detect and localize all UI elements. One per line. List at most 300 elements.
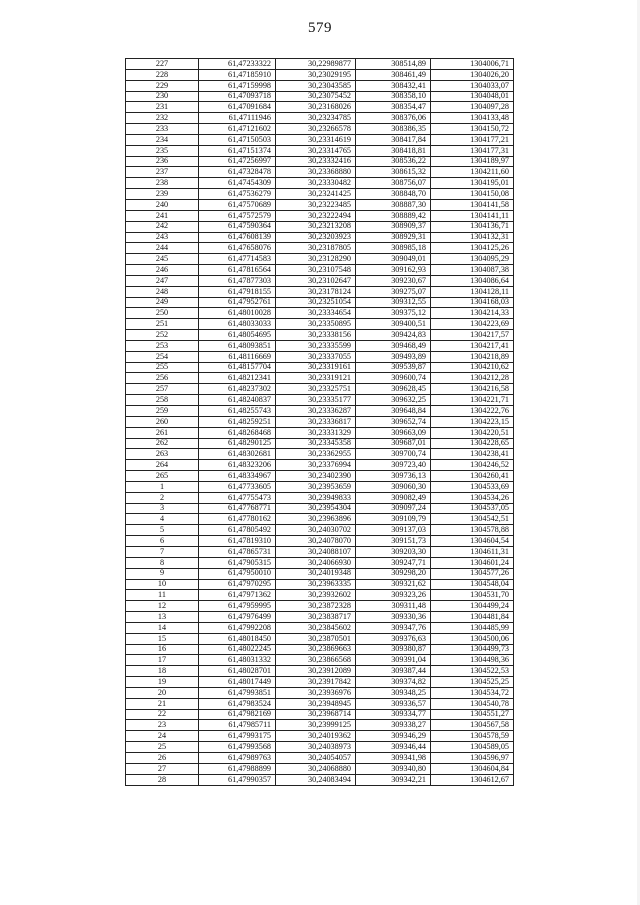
longitude-cell: 30,23178124 [276,286,356,297]
table-row [126,221,514,232]
longitude-cell: 30,23222494 [276,210,356,221]
x-coordinate-cell: 309312,55 [356,297,431,308]
x-coordinate-cell: 309628,45 [356,384,431,395]
longitude-cell: 30,23325751 [276,384,356,395]
x-coordinate-cell: 309539,87 [356,362,431,373]
y-coordinate-cell: 1304577,26 [431,568,514,579]
y-coordinate-cell: 1304525,25 [431,677,514,688]
x-coordinate-cell: 309230,67 [356,275,431,286]
x-coordinate-cell: 308432,41 [356,80,431,91]
point-number-cell: 256 [126,373,199,384]
point-number-cell: 263 [126,449,199,460]
latitude-cell: 61,48323206 [199,460,276,471]
table-row [126,763,514,774]
latitude-cell: 61,47111946 [199,113,276,124]
latitude-cell: 61,47093718 [199,91,276,102]
x-coordinate-cell: 309275,07 [356,286,431,297]
latitude-cell: 61,48010028 [199,308,276,319]
x-coordinate-cell: 308756,07 [356,178,431,189]
longitude-cell: 30,24066930 [276,557,356,568]
y-coordinate-cell: 1304217,57 [431,330,514,341]
x-coordinate-cell: 308909,37 [356,221,431,232]
table-row [126,655,514,666]
x-coordinate-cell: 308418,81 [356,145,431,156]
longitude-cell: 30,23187805 [276,243,356,254]
point-number-cell: 231 [126,102,199,113]
latitude-cell: 61,47988899 [199,763,276,774]
point-number-cell: 14 [126,622,199,633]
table-row [126,265,514,276]
latitude-cell: 61,47983524 [199,698,276,709]
point-number-cell: 254 [126,351,199,362]
y-coordinate-cell: 1304534,72 [431,687,514,698]
x-coordinate-cell: 309468,49 [356,340,431,351]
x-coordinate-cell: 308417,84 [356,134,431,145]
longitude-cell: 30,23266578 [276,124,356,135]
longitude-cell: 30,23345358 [276,438,356,449]
table-row [126,666,514,677]
table-row [126,91,514,102]
point-number-cell: 12 [126,601,199,612]
table-row [126,351,514,362]
latitude-cell: 61,48028701 [199,666,276,677]
x-coordinate-cell: 309700,74 [356,449,431,460]
x-coordinate-cell: 308985,18 [356,243,431,254]
x-coordinate-cell: 308514,89 [356,59,431,70]
point-number-cell: 251 [126,319,199,330]
longitude-cell: 30,23335177 [276,395,356,406]
table-row [126,362,514,373]
longitude-cell: 30,23319121 [276,373,356,384]
y-coordinate-cell: 1304141,58 [431,199,514,210]
y-coordinate-cell: 1304218,89 [431,351,514,362]
latitude-cell: 61,48018450 [199,633,276,644]
point-number-cell: 3 [126,503,199,514]
y-coordinate-cell: 1304604,84 [431,763,514,774]
x-coordinate-cell: 309049,01 [356,254,431,265]
y-coordinate-cell: 1304499,73 [431,644,514,655]
table-row [126,427,514,438]
point-number-cell: 262 [126,438,199,449]
latitude-cell: 61,47982169 [199,709,276,720]
latitude-cell: 61,47454309 [199,178,276,189]
table-row [126,134,514,145]
longitude-cell: 30,24038973 [276,742,356,753]
table-row [126,438,514,449]
latitude-cell: 61,47985711 [199,720,276,731]
latitude-cell: 61,47328478 [199,167,276,178]
table-row [126,102,514,113]
y-coordinate-cell: 1304141,11 [431,210,514,221]
y-coordinate-cell: 1304125,26 [431,243,514,254]
x-coordinate-cell: 308354,47 [356,102,431,113]
point-number-cell: 228 [126,69,199,80]
x-coordinate-cell: 309162,93 [356,265,431,276]
point-number-cell: 236 [126,156,199,167]
latitude-cell: 61,48259251 [199,416,276,427]
x-coordinate-cell: 309632,25 [356,395,431,406]
point-number-cell: 23 [126,720,199,731]
y-coordinate-cell: 1304222,76 [431,406,514,417]
point-number-cell: 20 [126,687,199,698]
y-coordinate-cell: 1304087,38 [431,265,514,276]
y-coordinate-cell: 1304221,71 [431,395,514,406]
point-number-cell: 260 [126,416,199,427]
point-number-cell: 5 [126,525,199,536]
longitude-cell: 30,23314619 [276,134,356,145]
point-number-cell: 28 [126,774,199,785]
y-coordinate-cell: 1304133,48 [431,113,514,124]
y-coordinate-cell: 1304168,03 [431,297,514,308]
y-coordinate-cell: 1304260,41 [431,471,514,482]
point-number-cell: 232 [126,113,199,124]
y-coordinate-cell: 1304612,67 [431,774,514,785]
x-coordinate-cell: 308376,06 [356,113,431,124]
table-row [126,286,514,297]
y-coordinate-cell: 1304223,69 [431,319,514,330]
latitude-cell: 61,47905315 [199,557,276,568]
x-coordinate-cell: 309600,74 [356,373,431,384]
point-number-cell: 259 [126,406,199,417]
latitude-cell: 61,48302681 [199,449,276,460]
y-coordinate-cell: 1304551,27 [431,709,514,720]
y-coordinate-cell: 1304522,53 [431,666,514,677]
y-coordinate-cell: 1304531,70 [431,590,514,601]
latitude-cell: 61,47780162 [199,514,276,525]
longitude-cell: 30,24068880 [276,763,356,774]
x-coordinate-cell: 309374,82 [356,677,431,688]
point-number-cell: 16 [126,644,199,655]
x-coordinate-cell: 309338,27 [356,720,431,731]
table-row [126,525,514,536]
point-number-cell: 258 [126,395,199,406]
longitude-cell: 30,23335599 [276,340,356,351]
point-number-cell: 238 [126,178,199,189]
y-coordinate-cell: 1304195,01 [431,178,514,189]
x-coordinate-cell: 308461,49 [356,69,431,80]
x-coordinate-cell: 308929,31 [356,232,431,243]
table-row [126,481,514,492]
table-row [126,774,514,785]
page-number: 579 [308,20,332,36]
point-number-cell: 19 [126,677,199,688]
point-number-cell: 244 [126,243,199,254]
longitude-cell: 30,24054057 [276,753,356,764]
y-coordinate-cell: 1304048,01 [431,91,514,102]
point-number-cell: 264 [126,460,199,471]
x-coordinate-cell: 309346,29 [356,731,431,742]
table-row [126,622,514,633]
latitude-cell: 61,47151374 [199,145,276,156]
latitude-cell: 61,48255743 [199,406,276,417]
point-number-cell: 234 [126,134,199,145]
x-coordinate-cell: 309334,77 [356,709,431,720]
x-coordinate-cell: 309346,44 [356,742,431,753]
table-row [126,612,514,623]
latitude-cell: 61,47971362 [199,590,276,601]
point-number-cell: 245 [126,254,199,265]
point-number-cell: 261 [126,427,199,438]
latitude-cell: 61,47816564 [199,265,276,276]
x-coordinate-cell: 309341,98 [356,753,431,764]
x-coordinate-cell: 309391,04 [356,655,431,666]
y-coordinate-cell: 1304499,24 [431,601,514,612]
x-coordinate-cell: 309203,30 [356,546,431,557]
y-coordinate-cell: 1304189,97 [431,156,514,167]
table-row [126,340,514,351]
y-coordinate-cell: 1304485,99 [431,622,514,633]
x-coordinate-cell: 309387,44 [356,666,431,677]
table-row [126,644,514,655]
longitude-cell: 30,23936976 [276,687,356,698]
table-row [126,557,514,568]
point-number-cell: 257 [126,384,199,395]
longitude-cell: 30,23314765 [276,145,356,156]
point-number-cell: 15 [126,633,199,644]
point-number-cell: 265 [126,471,199,482]
y-coordinate-cell: 1304212,28 [431,373,514,384]
y-coordinate-cell: 1304214,33 [431,308,514,319]
latitude-cell: 61,47608139 [199,232,276,243]
longitude-cell: 30,23932602 [276,590,356,601]
table-row [126,514,514,525]
latitude-cell: 61,47959995 [199,601,276,612]
longitude-cell: 30,23331329 [276,427,356,438]
x-coordinate-cell: 309323,26 [356,590,431,601]
table-row [126,753,514,764]
y-coordinate-cell: 1304567,58 [431,720,514,731]
latitude-cell: 61,47918155 [199,286,276,297]
y-coordinate-cell: 1304498,36 [431,655,514,666]
latitude-cell: 61,48093851 [199,340,276,351]
point-number-cell: 2 [126,492,199,503]
x-coordinate-cell: 309151,73 [356,536,431,547]
longitude-cell: 30,23368880 [276,167,356,178]
latitude-cell: 61,47970295 [199,579,276,590]
point-number-cell: 21 [126,698,199,709]
latitude-cell: 61,47755473 [199,492,276,503]
point-number-cell: 247 [126,275,199,286]
latitude-cell: 61,48237302 [199,384,276,395]
longitude-cell: 30,23954304 [276,503,356,514]
point-number-cell: 241 [126,210,199,221]
latitude-cell: 61,47950010 [199,568,276,579]
y-coordinate-cell: 1304542,51 [431,514,514,525]
y-coordinate-cell: 1304220,51 [431,427,514,438]
longitude-cell: 30,23845602 [276,622,356,633]
longitude-cell: 30,24030702 [276,525,356,536]
latitude-cell: 61,47658076 [199,243,276,254]
coordinates-table-body [126,59,514,786]
latitude-cell: 61,47159998 [199,80,276,91]
table-row [126,492,514,503]
latitude-cell: 61,48240837 [199,395,276,406]
table-row [126,254,514,265]
longitude-cell: 30,24088107 [276,546,356,557]
y-coordinate-cell: 1304578,88 [431,525,514,536]
table-row [126,156,514,167]
x-coordinate-cell: 308889,42 [356,210,431,221]
latitude-cell: 61,47993568 [199,742,276,753]
x-coordinate-cell: 309082,49 [356,492,431,503]
y-coordinate-cell: 1304097,28 [431,102,514,113]
latitude-cell: 61,47733605 [199,481,276,492]
latitude-cell: 61,47590364 [199,221,276,232]
coordinates-table [125,58,514,786]
longitude-cell: 30,23838717 [276,612,356,623]
longitude-cell: 30,23336287 [276,406,356,417]
longitude-cell: 30,23949833 [276,492,356,503]
point-number-cell: 233 [126,124,199,135]
longitude-cell: 30,23376994 [276,460,356,471]
table-row [126,232,514,243]
latitude-cell: 61,47121602 [199,124,276,135]
x-coordinate-cell: 308536,22 [356,156,431,167]
y-coordinate-cell: 1304601,24 [431,557,514,568]
latitude-cell: 61,47993851 [199,687,276,698]
latitude-cell: 61,48268468 [199,427,276,438]
table-row [126,395,514,406]
point-number-cell: 8 [126,557,199,568]
x-coordinate-cell: 309723,40 [356,460,431,471]
point-number-cell: 255 [126,362,199,373]
latitude-cell: 61,47990357 [199,774,276,785]
longitude-cell: 30,23029195 [276,69,356,80]
longitude-cell: 30,23948945 [276,698,356,709]
latitude-cell: 61,48031332 [199,655,276,666]
latitude-cell: 61,48334967 [199,471,276,482]
table-row [126,590,514,601]
latitude-cell: 61,47714583 [199,254,276,265]
y-coordinate-cell: 1304132,31 [431,232,514,243]
longitude-cell: 30,23912089 [276,666,356,677]
point-number-cell: 230 [126,91,199,102]
longitude-cell: 30,23107548 [276,265,356,276]
longitude-cell: 30,23963896 [276,514,356,525]
y-coordinate-cell: 1304534,26 [431,492,514,503]
table-row [126,308,514,319]
longitude-cell: 30,23963335 [276,579,356,590]
table-row [126,145,514,156]
x-coordinate-cell: 309380,87 [356,644,431,655]
latitude-cell: 61,48033033 [199,319,276,330]
x-coordinate-cell: 309347,76 [356,622,431,633]
x-coordinate-cell: 308615,32 [356,167,431,178]
table-row [126,297,514,308]
latitude-cell: 61,47233322 [199,59,276,70]
x-coordinate-cell: 309652,74 [356,416,431,427]
point-number-cell: 240 [126,199,199,210]
point-number-cell: 26 [126,753,199,764]
table-row [126,677,514,688]
latitude-cell: 61,47572579 [199,210,276,221]
longitude-cell: 30,23075452 [276,91,356,102]
longitude-cell: 30,23241425 [276,189,356,200]
y-coordinate-cell: 1304177,21 [431,134,514,145]
y-coordinate-cell: 1304548,04 [431,579,514,590]
point-number-cell: 252 [126,330,199,341]
table-row [126,731,514,742]
longitude-cell: 30,24019362 [276,731,356,742]
y-coordinate-cell: 1304006,71 [431,59,514,70]
latitude-cell: 61,47150503 [199,134,276,145]
x-coordinate-cell: 309340,80 [356,763,431,774]
longitude-cell: 30,23319161 [276,362,356,373]
latitude-cell: 61,47993175 [199,731,276,742]
point-number-cell: 24 [126,731,199,742]
point-number-cell: 17 [126,655,199,666]
latitude-cell: 61,48157704 [199,362,276,373]
point-number-cell: 246 [126,265,199,276]
table-row [126,69,514,80]
point-number-cell: 7 [126,546,199,557]
point-number-cell: 22 [126,709,199,720]
point-number-cell: 227 [126,59,199,70]
y-coordinate-cell: 1304177,31 [431,145,514,156]
longitude-cell: 30,23234785 [276,113,356,124]
longitude-cell: 30,23968714 [276,709,356,720]
table-row [126,460,514,471]
y-coordinate-cell: 1304211,60 [431,167,514,178]
y-coordinate-cell: 1304026,20 [431,69,514,80]
y-coordinate-cell: 1304238,41 [431,449,514,460]
latitude-cell: 61,48017449 [199,677,276,688]
longitude-cell: 30,23350895 [276,319,356,330]
y-coordinate-cell: 1304246,52 [431,460,514,471]
table-row [126,80,514,91]
longitude-cell: 30,23043585 [276,80,356,91]
longitude-cell: 30,23337055 [276,351,356,362]
y-coordinate-cell: 1304589,05 [431,742,514,753]
point-number-cell: 250 [126,308,199,319]
y-coordinate-cell: 1304533,69 [431,481,514,492]
latitude-cell: 61,47805492 [199,525,276,536]
x-coordinate-cell: 309687,01 [356,438,431,449]
y-coordinate-cell: 1304604,54 [431,536,514,547]
latitude-cell: 61,47865731 [199,546,276,557]
longitude-cell: 30,23332416 [276,156,356,167]
latitude-cell: 61,48054695 [199,330,276,341]
point-number-cell: 25 [126,742,199,753]
point-number-cell: 243 [126,232,199,243]
table-row [126,199,514,210]
x-coordinate-cell: 308386,35 [356,124,431,135]
longitude-cell: 30,24083494 [276,774,356,785]
longitude-cell: 30,23402390 [276,471,356,482]
table-row [126,601,514,612]
y-coordinate-cell: 1304210,62 [431,362,514,373]
longitude-cell: 30,23334654 [276,308,356,319]
longitude-cell: 30,23917842 [276,677,356,688]
point-number-cell: 253 [126,340,199,351]
x-coordinate-cell: 309342,21 [356,774,431,785]
x-coordinate-cell: 309663,09 [356,427,431,438]
table-row [126,709,514,720]
longitude-cell: 30,24078070 [276,536,356,547]
table-row [126,568,514,579]
x-coordinate-cell: 309321,62 [356,579,431,590]
latitude-cell: 61,47877303 [199,275,276,286]
y-coordinate-cell: 1304611,31 [431,546,514,557]
x-coordinate-cell: 309311,48 [356,601,431,612]
longitude-cell: 30,23869663 [276,644,356,655]
table-row [126,319,514,330]
x-coordinate-cell: 309060,30 [356,481,431,492]
table-row [126,330,514,341]
table-row [126,384,514,395]
y-coordinate-cell: 1304086,64 [431,275,514,286]
x-coordinate-cell: 309097,24 [356,503,431,514]
